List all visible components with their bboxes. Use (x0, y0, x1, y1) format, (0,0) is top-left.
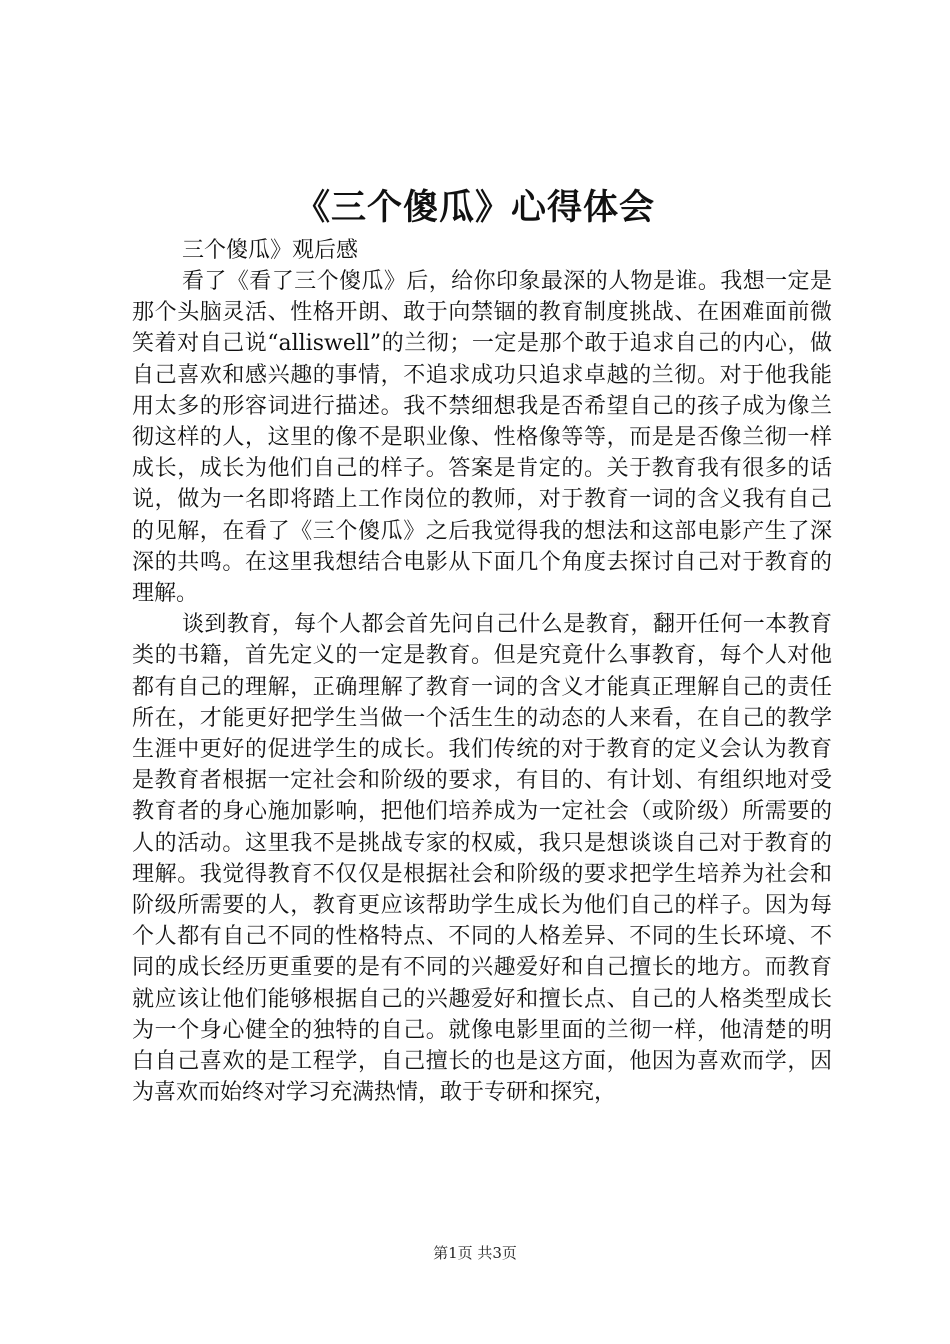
body-paragraph: 谈到教育，每个人都会首先问自己什么是教育，翻开任何一本教育类的书籍，首先定义的一定是教育。但是究竟什么事教育，每个人对他都有自己的理解，正确理解了教育一词的含义才能真正理解自己的责任所在，才能更好把学生当做一个活生生的动态的人来看，在自己的教学生涯中更好的促进学生的成长。我们传统的对于教育的定义会认为教育是教育者根据一定社会和阶级的要求，有目的、有计划、有组织地对受教育者的身心施加影响，把他们培养成为一定社会（或阶级）所需要的人的活动。这里我不是挑战专家的权威，我只是想谈谈自己对于教育的理解。我觉得教育不仅仅是根据社会和阶级的要求把学生培养为社会和阶级所需要的人，教育更应该帮助学生成长为他们自己的样子。因为每个人都有自己不同的性格特点、不同的人格差异、不同的生长环境、不同的成长经历更重要的是有不同的兴趣爱好和自己擅长的地方。而教育就应该让他们能够根据自己的兴趣爱好和擅长点、自己的人格类型成长为一个身心健全的独特的自己。就像电影里面的兰彻一样，他清楚的明白自己喜欢的是工程学，自己擅长的也是这方面，他因为喜欢而学，因为喜欢而始终对学习充满热情，敢于专研和探究， (132, 612, 832, 1106)
document-subtitle: 三个傻瓜》观后感 (182, 238, 359, 263)
document-body (132, 266, 832, 1108)
page-number-footer: 第1页 共3页 (433, 1244, 517, 1262)
document-title: 《三个傻瓜》心得体会 (294, 188, 655, 228)
body-paragraph: 看了《看了三个傻瓜》后，给你印象最深的人物是谁。我想一定是那个头脑灵活、性格开朗、敢于向禁锢的教育制度挑战、在困难面前微笑着对自己说“alliswell”的兰彻；一定是那个敢于追求自己的内心，做自己喜欢和感兴趣的事情，不追求成功只追求卓越的兰彻。对于他我能用太多的形容词进行描述。我不禁细想我是否希望自己的孩子成为像兰彻这样的人，这里的像不是职业像、性格像等等，而是是否像兰彻一样成长，成长为他们自己的样子。答案是肯定的。关于教育我有很多的话说，做为一名即将踏上工作岗位的教师，对于教育一词的含义我有自己的见解，在看了《三个傻瓜》之后我觉得我的想法和这部电影产生了深深的共鸣。在这里我想结合电影从下面几个角度去探讨自己对于教育的理解。 (132, 269, 832, 607)
